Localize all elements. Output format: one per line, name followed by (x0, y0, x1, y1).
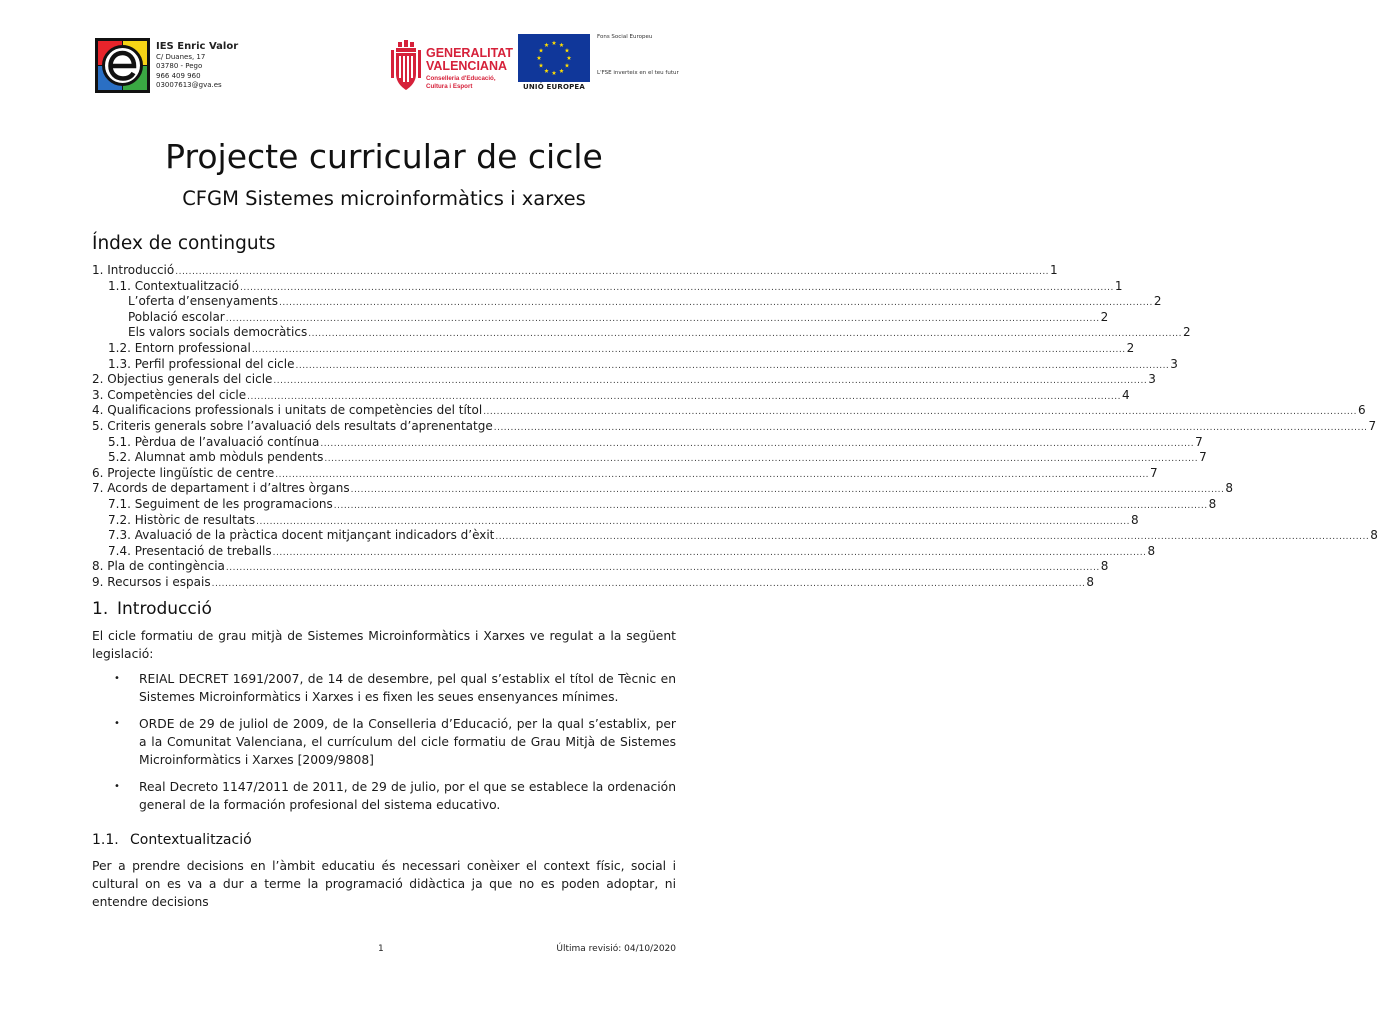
legislation-list (92, 670, 676, 823)
list-item (92, 778, 676, 814)
toc-leader-dots: .................................................................................................................................................................................................................................................................... (273, 376, 1148, 387)
toc-entry-title: 6. Projecte lingüístic de centre (92, 465, 275, 480)
section-title: Introducció (117, 599, 212, 619)
toc-entry-title: 7.2. Històric de resultats (108, 512, 256, 527)
toc-entry-page: 7 (1195, 434, 1203, 449)
school-name: IES Enric Valor (156, 41, 239, 52)
toc-entry[interactable] (92, 356, 1178, 373)
section-title: Contextualització (130, 832, 252, 848)
toc-entry-page: 8 (1147, 543, 1156, 558)
toc-entry[interactable] (92, 496, 1217, 513)
toc-entry-page: 2 (1153, 294, 1162, 309)
toc-entry[interactable] (92, 543, 1156, 560)
toc-entry-title: 1.3. Perfil professional del cicle (108, 356, 295, 371)
toc-entry-title: 9. Recursos i espais (92, 574, 211, 589)
toc-entry[interactable] (92, 465, 1158, 482)
school-email: 03007613@gva.es (156, 80, 222, 89)
toc-entry[interactable] (92, 309, 1109, 326)
toc-leader-dots: .................................................................................................................................................................................................................................................................... (495, 532, 1370, 543)
toc-entry[interactable] (92, 528, 1378, 544)
toc-entry[interactable] (92, 450, 1207, 466)
gva-line1: GENERALITAT (426, 46, 514, 60)
toc-leader-dots: .................................................................................................................................................................................................................................................................... (175, 267, 1050, 277)
toc-entry-title: 5.1. Pèrdua de l’avaluació contínua (108, 434, 320, 449)
context-paragraph: Per a prendre decisions en l’àmbit educatiu és necessari conèixer el context físic, social i cultural on es va a dur a terme la programació didàctica ja que no es poden adoptar, ni entendre decisions (92, 859, 676, 909)
toc-entry-page: 8 (1225, 481, 1234, 496)
toc-entry[interactable] (92, 403, 1366, 419)
toc-entry[interactable] (92, 372, 1156, 388)
eu-label: UNIÓ EUROPEA (522, 83, 586, 91)
toc-entry-title: 4. Qualificacions professionals i unitats de competències del títol (92, 403, 483, 418)
toc-leader-dots: .................................................................................................................................................................................................................................................................... (324, 454, 1199, 465)
toc-entry-page: 6 (1358, 403, 1366, 418)
toc-entry[interactable] (92, 340, 1135, 357)
toc-leader-dots: .................................................................................................................................................................................................................................................................... (295, 360, 1170, 371)
toc-leader-dots: .................................................................................................................................................................................................................................................................... (333, 500, 1208, 511)
toc-leader-dots: .................................................................................................................................................................................................................................................................... (225, 313, 1100, 324)
toc-entry-page: 8 (1100, 559, 1109, 574)
toc-entry-page: 2 (1183, 325, 1191, 340)
toc-entry-page: 4 (1121, 387, 1130, 402)
toc-leader-dots: .................................................................................................................................................................................................................................................................... (350, 485, 1225, 496)
gva-line2: VALENCIANA (426, 59, 508, 73)
section-heading-introduccio (92, 599, 212, 619)
toc-entry-title: 7.3. Avaluació de la pràctica docent mitjançant indicadors d’èxit (108, 528, 495, 543)
toc-entry[interactable] (92, 387, 1130, 404)
school-logo (95, 38, 150, 93)
toc-entry[interactable] (92, 278, 1123, 295)
toc-entry-title: L’oferta d’ensenyaments (128, 294, 279, 309)
toc-entry-page: 3 (1148, 372, 1156, 387)
document-subtitle: CFGM Sistemes microinformàtics i xarxes (182, 187, 586, 210)
toc-leader-dots: .................................................................................................................................................................................................................................................................... (225, 563, 1100, 574)
revision-date: Última revisió: 04/10/2020 (556, 944, 676, 954)
document-title: Projecte curricular de cicle (165, 137, 603, 176)
toc-leader-dots: .................................................................................................................................................................................................................................................................... (279, 298, 1153, 309)
toc-entry-title: 7.1. Seguiment de les programacions (108, 496, 333, 511)
toc-entry[interactable] (92, 574, 1095, 591)
toc-entry[interactable] (92, 559, 1109, 575)
toc-entry-page: 8 (1130, 512, 1139, 527)
toc-entry[interactable] (92, 481, 1234, 497)
list-item-text: ORDE de 29 de juliol de 2009, de la Conselleria d’Educació, per la qual s’establix, per a la Comunitat Valenciana, el currículum del cicle formatiu de Grau Mitjà de Sistemes Microinformàtics i Xarxes [2009/9808] (139, 717, 676, 767)
toc-entry[interactable] (92, 294, 1162, 310)
toc-entry[interactable] (92, 418, 1377, 435)
school-address: C/ Duanes, 17 (156, 53, 206, 61)
toc-entry-page: 8 (1086, 574, 1095, 589)
document-header (92, 34, 679, 98)
eu-slogan: L'FSE inverteix en el teu futur (597, 70, 679, 76)
toc-entry-title: 1. Introducció (92, 263, 175, 277)
toc-entry-title: 8. Pla de contingència (92, 559, 225, 574)
section-number: 1.1. (92, 832, 119, 848)
toc-leader-dots: .................................................................................................................................................................................................................................................................... (275, 469, 1150, 480)
toc-entry-page: 1 (1114, 278, 1123, 293)
gva-dept1: Conselleria d'Educació, (426, 75, 496, 82)
list-item-text: REIAL DECRET 1691/2007, de 14 de desembre, pel qual s’establix el títol de Tècnic en Sistemes Microinformàtics i Xarxes i es fixen les seues ensenyances mínimes. (139, 672, 676, 704)
toc-entry-page: 1 (1050, 263, 1058, 277)
toc-entry-page: 8 (1370, 528, 1378, 543)
toc-leader-dots: .................................................................................................................................................................................................................................................................... (308, 329, 1183, 340)
toc-entry[interactable] (92, 263, 1058, 279)
toc-entry-title: 1.1. Contextualització (108, 278, 239, 293)
section-heading-contextualitzacio (92, 832, 252, 848)
school-city: 03780 - Pego (156, 62, 203, 71)
toc-leader-dots: .................................................................................................................................................................................................................................................................... (493, 422, 1368, 433)
toc-leader-dots: .................................................................................................................................................................................................................................................................... (211, 578, 1086, 589)
toc-entry-title: Els valors socials democràtics (128, 325, 308, 340)
toc-entry-page: 7 (1368, 418, 1377, 433)
list-item (92, 670, 676, 706)
toc-entry[interactable] (92, 434, 1203, 451)
toc-entry-title: 5.2. Alumnat amb mòduls pendents (108, 450, 324, 465)
page-number: 1 (378, 944, 384, 954)
toc-entry-title: 2. Objectius generals del cicle (92, 372, 273, 387)
table-of-contents (92, 263, 1378, 590)
toc-entry-title: 1.2. Entorn professional (108, 340, 251, 355)
toc-entry-page: 8 (1208, 496, 1217, 511)
toc-leader-dots: .................................................................................................................................................................................................................................................................... (320, 438, 1195, 449)
toc-leader-dots: .................................................................................................................................................................................................................................................................... (272, 547, 1147, 558)
bullet-icon: • (114, 673, 120, 684)
eu-flag-icon (518, 34, 590, 82)
generalitat-valenciana-logo (388, 36, 514, 96)
eu-fund: Fons Social Europeu (597, 34, 653, 40)
toc-entry-page: 2 (1100, 309, 1109, 324)
toc-heading: Índex de continguts (92, 233, 276, 254)
bullet-icon: • (114, 781, 120, 792)
toc-leader-dots: .................................................................................................................................................................................................................................................................... (256, 516, 1130, 527)
toc-entry-page: 7 (1199, 450, 1207, 465)
toc-entry-title: 5. Criteris generals sobre l’avaluació dels resultats d’aprenentatge (92, 418, 493, 433)
school-phone: 966 409 960 (156, 71, 201, 80)
section-number: 1. (92, 599, 109, 619)
intro-paragraph: El cicle formatiu de grau mitjà de Sistemes Microinformàtics i Xarxes ve regulat a la següent legislació: (92, 629, 676, 661)
toc-entry-title: Població escolar (128, 309, 225, 324)
toc-leader-dots: .................................................................................................................................................................................................................................................................... (251, 344, 1126, 355)
toc-leader-dots: .................................................................................................................................................................................................................................................................... (483, 407, 1358, 418)
toc-entry-page: 2 (1126, 340, 1135, 355)
toc-entry[interactable] (92, 325, 1191, 341)
toc-entry-title: 7. Acords de departament i d’altres òrgans (92, 481, 350, 496)
toc-entry-title: 7.4. Presentació de treballs (108, 543, 272, 558)
toc-entry-page: 3 (1170, 356, 1178, 371)
toc-leader-dots: .................................................................................................................................................................................................................................................................... (239, 282, 1114, 293)
toc-entry-title: 3. Competències del cicle (92, 387, 247, 402)
european-union-logo (518, 34, 680, 96)
list-item-text: Real Decreto 1147/2011 de 2011, de 29 de julio, por el que se establece la ordenación general de la formación profesional del sistema educativo. (139, 780, 676, 812)
toc-entry[interactable] (92, 512, 1139, 529)
bullet-icon: • (114, 718, 120, 729)
toc-leader-dots: .................................................................................................................................................................................................................................................................... (247, 391, 1121, 402)
toc-entry-page: 7 (1150, 465, 1158, 480)
gva-dept2: Cultura i Esport (426, 83, 473, 90)
list-item (92, 715, 676, 769)
school-info (156, 41, 238, 90)
